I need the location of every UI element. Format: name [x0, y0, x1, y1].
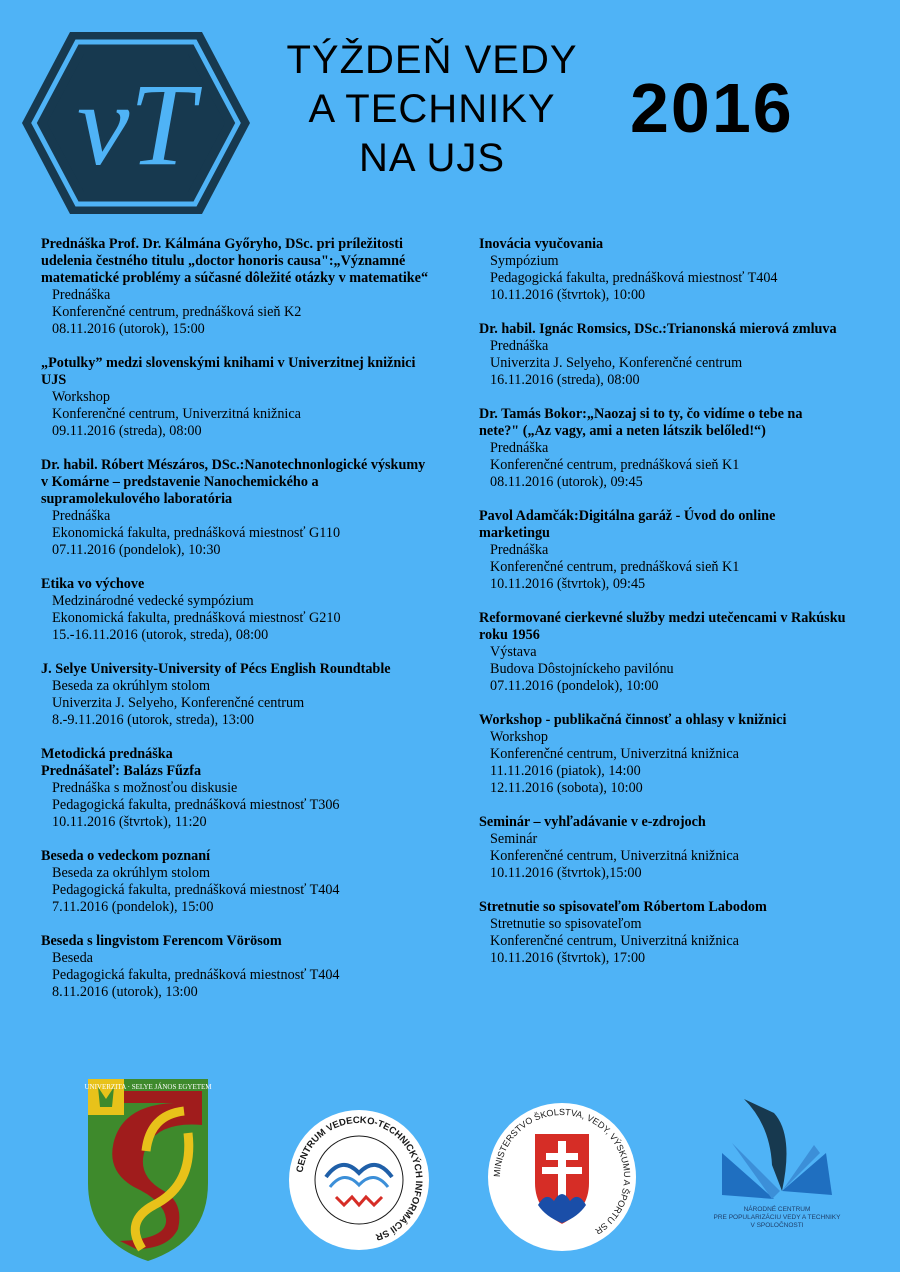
event-title: Stretnutie so spisovateľom Róbertom Labodom [479, 899, 767, 915]
event-detail: Prednáška [490, 542, 549, 558]
event-title: Dr. habil. Ignác Romsics, DSc.:Trianonská mierová zmluva [479, 321, 837, 337]
ujs-logo [84, 1073, 212, 1263]
event-detail: 12.11.2016 (sobota), 10:00 [490, 780, 643, 796]
event-detail: 8.-9.11.2016 (utorok, streda), 13:00 [52, 712, 255, 728]
event-title: Beseda o vedeckom poznaní [41, 848, 211, 864]
event-detail: Prednáška s možnosťou diskusie [52, 780, 238, 796]
event-title: matematické problémy a súčasné dôležité otázky v matematike“ [41, 270, 429, 286]
event-detail: Univerzita J. Selyeho, Konferenčné centrum [52, 695, 305, 711]
title-line: A TECHNIKY [308, 87, 556, 131]
event-detail: Prednáška [52, 508, 111, 524]
event-entry [41, 933, 473, 1001]
event-detail: Beseda [52, 950, 93, 966]
event-title: Dr. habil. Róbert Mészáros, DSc.:Nanotechnonlogické výskumy [41, 457, 426, 473]
event-detail: Budova Dôstojníckeho pavilónu [490, 661, 674, 677]
national-centre-logo [702, 1095, 852, 1245]
ministry-logo-text: MINISTERSTVO ŠKOLSTVA, VEDY, VÝSKUMU A ŠPORTU SR [491, 1106, 633, 1237]
event-title: nete?" („Az vagy, ami a neten látszik belőled!“) [479, 423, 766, 439]
event-detail: 10.11.2016 (štvrtok), 11:20 [52, 814, 207, 830]
event-detail: Prednáška [52, 287, 111, 303]
event-entry [41, 355, 473, 440]
event-detail: 11.11.2016 (piatok), 14:00 [490, 763, 641, 779]
event-detail: Beseda za okrúhlym stolom [52, 678, 211, 694]
event-detail: Konferenčné centrum, Univerzitná knižnica [52, 406, 301, 422]
event-entry [479, 814, 889, 882]
event-title: UJS [41, 372, 67, 388]
event-detail: Konferenčné centrum, Univerzitná knižnica [490, 848, 739, 864]
event-detail: Ekonomická fakulta, prednášková miestnosť G210 [52, 610, 341, 626]
event-detail: 10.11.2016 (štvrtok), 10:00 [490, 287, 646, 303]
event-entry [41, 661, 473, 729]
event-detail: 07.11.2016 (pondelok), 10:30 [52, 542, 221, 558]
npc-logo-line: PRE POPULARIZÁCIU VEDY A TECHNIKY [713, 1214, 841, 1221]
event-detail: 08.11.2016 (utorok), 15:00 [52, 321, 205, 337]
event-title: Reformované cierkevné služby medzi utečencami v Rakúsku [479, 610, 846, 626]
event-detail: 16.11.2016 (streda), 08:00 [490, 372, 640, 388]
event-detail: Stretnutie so spisovateľom [490, 916, 642, 932]
event-title: marketingu [479, 525, 550, 541]
event-detail: Prednáška [490, 440, 549, 456]
event-detail: Prednáška [490, 338, 549, 354]
event-title: supramolekulového laboratória [41, 491, 233, 507]
event-detail: Medzinárodné vedecké sympózium [52, 593, 254, 609]
event-title: Workshop - publikačná činnosť a ohlasy v knižnici [479, 712, 787, 728]
event-detail: 08.11.2016 (utorok), 09:45 [490, 474, 643, 490]
event-detail: Sympózium [490, 253, 559, 269]
title-line: NA UJS [358, 136, 506, 180]
event-detail: Konferenčné centrum, prednášková sieň K1 [490, 457, 740, 473]
event-detail: 09.11.2016 (streda), 08:00 [52, 423, 202, 439]
event-title: Metodická prednáška [41, 746, 173, 762]
event-title: Etika vo výchove [41, 576, 145, 592]
event-detail: Univerzita J. Selyeho, Konferenčné centrum [490, 355, 743, 371]
event-detail: 8.11.2016 (utorok), 13:00 [52, 984, 198, 1000]
event-detail: 10.11.2016 (štvrtok), 09:45 [490, 576, 646, 592]
event-title: Beseda s lingvistom Ferencom Vörösom [41, 933, 282, 949]
event-title: „Potulky” medzi slovenskými knihami v Univerzitnej knižnici [41, 355, 416, 371]
cvti-logo-text: CENTRUM VEDECKO-TECHNICKÝCH INFORMÁCIÍ SR [294, 1114, 425, 1243]
event-entry [41, 848, 473, 916]
event-entry [479, 508, 889, 593]
event-detail: Pedagogická fakulta, prednášková miestnosť T404 [490, 270, 778, 286]
title-line: TÝŽDEŇ VEDY [286, 38, 578, 82]
event-title: Pavol Adamčák:Digitálna garáž - Úvod do online [479, 508, 776, 524]
event-entry [479, 610, 889, 695]
event-title: udelenia čestného titulu „doctor honoris causa":„Významné [41, 253, 406, 269]
event-detail: 7.11.2016 (pondelok), 15:00 [52, 899, 214, 915]
event-detail: Pedagogická fakulta, prednášková miestnosť T404 [52, 882, 340, 898]
event-detail: 10.11.2016 (štvrtok), 17:00 [490, 950, 646, 966]
event-entry [41, 457, 473, 559]
ministry-logo [486, 1101, 638, 1253]
event-detail: Pedagogická fakulta, prednášková miestnosť T404 [52, 967, 340, 983]
event-title: roku 1956 [479, 627, 540, 643]
cvti-logo [286, 1107, 432, 1253]
event-title: Seminár – vyhľadávanie v e-zdrojoch [479, 814, 706, 830]
event-detail: 07.11.2016 (pondelok), 10:00 [490, 678, 659, 694]
event-detail: Workshop [490, 729, 548, 745]
event-entry [479, 406, 889, 491]
event-detail: Beseda za okrúhlym stolom [52, 865, 211, 881]
events-left-column [41, 236, 473, 1018]
event-detail: 10.11.2016 (štvrtok),15:00 [490, 865, 642, 881]
page-title [262, 36, 602, 183]
events-right-column [479, 236, 889, 984]
ujs-logo-text: UNIVERZITA · SELYE JÁNOS EGYETEM [84, 1083, 212, 1091]
event-detail: Konferenčné centrum, prednášková sieň K1 [490, 559, 740, 575]
event-detail: Seminár [490, 831, 538, 847]
event-entry [41, 576, 473, 644]
event-detail: Workshop [52, 389, 110, 405]
event-detail: Pedagogická fakulta, prednášková miestnosť T306 [52, 797, 340, 813]
event-entry [479, 236, 889, 304]
event-detail: Ekonomická fakulta, prednášková miestnosť G110 [52, 525, 341, 541]
event-entry [479, 321, 889, 389]
npc-logo-line: V SPOLOČNOSTI [750, 1222, 804, 1229]
vt-hexagon-logo [20, 30, 252, 216]
event-detail: Konferenčné centrum, Univerzitná knižnica [490, 746, 739, 762]
event-detail: Konferenčné centrum, prednášková sieň K2 [52, 304, 302, 320]
event-detail: Konferenčné centrum, Univerzitná knižnica [490, 933, 739, 949]
event-entry [479, 712, 889, 797]
event-title: J. Selye University-University of Pécs English Roundtable [41, 661, 391, 677]
event-title: Dr. Tamás Bokor:„Naozaj si to ty, čo vidíme o tebe na [479, 406, 803, 422]
event-entry [41, 236, 473, 338]
event-title: Prednášateľ: Balázs Fűzfa [41, 763, 202, 779]
event-title: v Komárne – predstavenie Nanochemického a [41, 474, 319, 490]
year: 2016 [630, 69, 794, 147]
vt-logo-letters: vT [77, 59, 195, 190]
npc-logo-line: NÁRODNÉ CENTRUM [743, 1206, 811, 1213]
event-title: Prednáška Prof. Dr. Kálmána Győryho, DSc. pri príležitosti [41, 236, 403, 252]
event-entry [41, 746, 473, 831]
partner-logos [0, 1065, 900, 1272]
event-detail: 15.-16.11.2016 (utorok, streda), 08:00 [52, 627, 269, 643]
event-title: Inovácia vyučovania [479, 236, 604, 252]
event-entry [479, 899, 889, 967]
event-detail: Výstava [490, 644, 537, 660]
